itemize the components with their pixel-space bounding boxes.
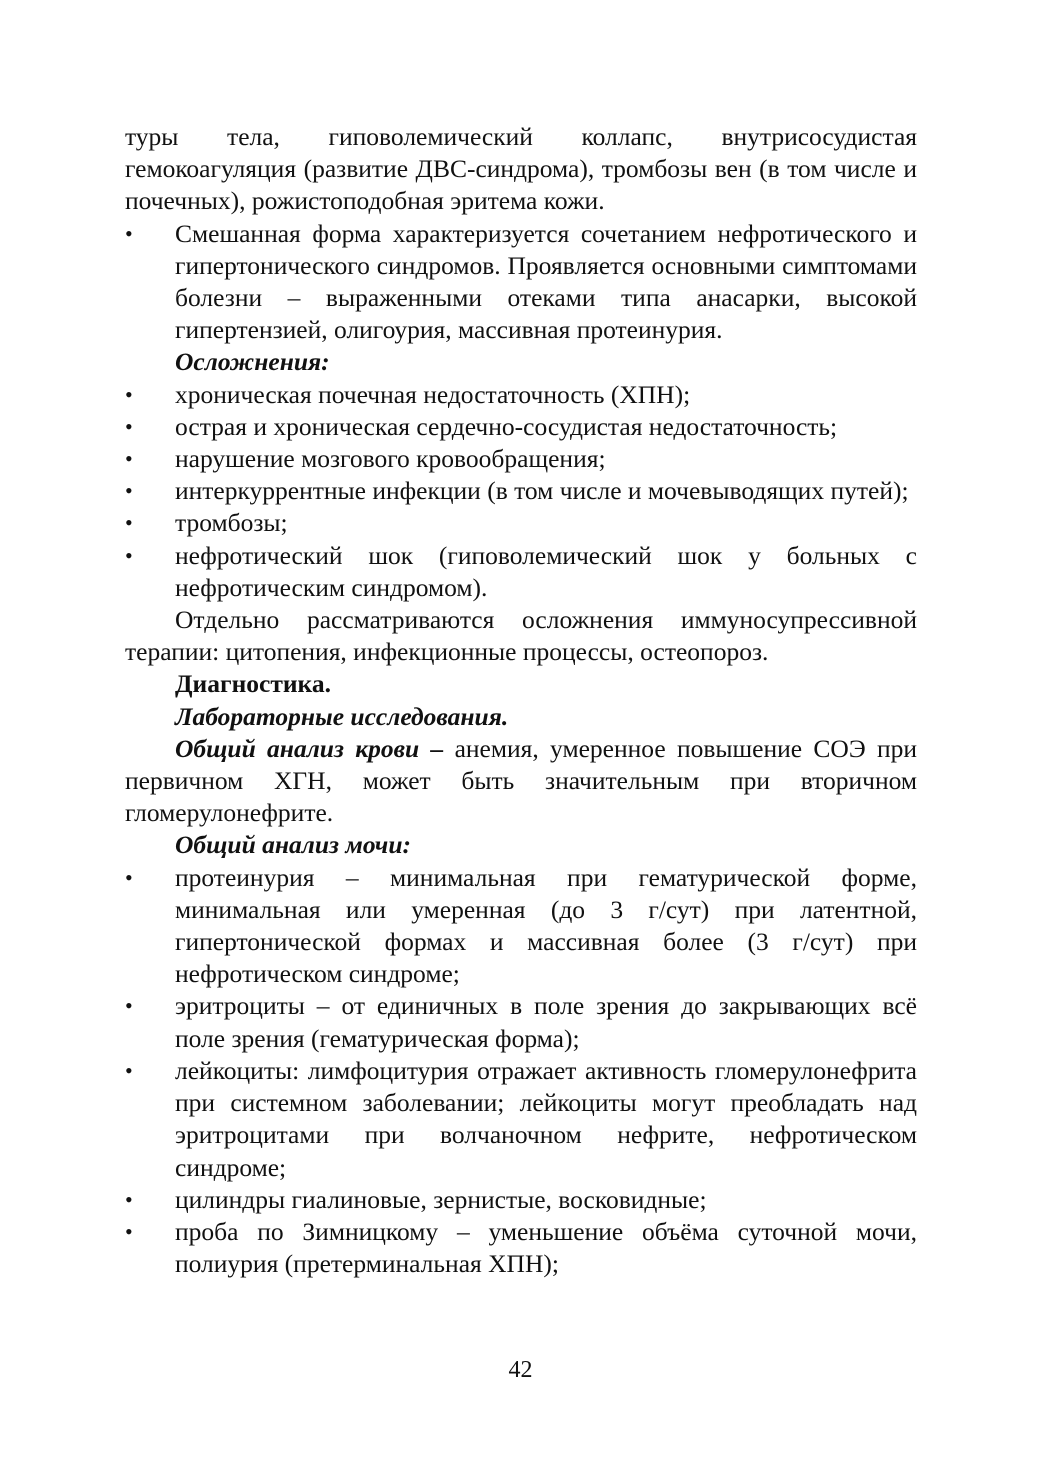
- bullet-icon: •: [125, 381, 133, 407]
- list-item-text: Смешанная форма характеризуется сочетанием нефротического и гипертонического синдромов. Проявляется основными симптомами болезни – выраженными отеками типа анасарки, высокой гипертензией, олигоурия, массивная протеинурия.: [175, 218, 917, 345]
- list-item: [125, 1216, 917, 1280]
- bullet-icon: •: [125, 1057, 133, 1083]
- bullet-icon: •: [125, 1186, 133, 1212]
- list-item-text: проба по Зимницкому – уменьшение объёма суточной мочи, полиурия (претерминальная ХПН);: [175, 1216, 917, 1279]
- list-item: [125, 1055, 917, 1184]
- list-item: [125, 1184, 917, 1216]
- therapy-complications-paragraph: Отдельно рассматриваются осложнения иммуносупрессивной терапии: цитопения, инфекционные процессы, остеопороз.: [125, 605, 917, 667]
- urine-test-heading: Общий анализ мочи:: [175, 830, 411, 860]
- list-item: [125, 862, 917, 991]
- document-page: [125, 121, 917, 1280]
- list-item-text: острая и хроническая сердечно-сосудистая недостаточность;: [175, 411, 838, 441]
- lab-tests-heading: Лабораторные исследования.: [175, 701, 509, 731]
- list-item: [125, 411, 917, 443]
- urine-test-list: [125, 862, 917, 1281]
- mixed-form-list: [125, 218, 917, 347]
- list-item-text: эритроциты – от единичных в поле зрения до закрывающих всё поле зрения (гематурическая форма);: [175, 991, 917, 1053]
- bullet-icon: •: [125, 446, 133, 472]
- list-item-text: нефротический шок (гиповолемический шок у больных с нефротическим синдромом).: [175, 540, 917, 602]
- bullet-icon: •: [125, 220, 133, 246]
- blood-test-paragraph: [125, 733, 917, 830]
- list-item-text: интеркуррентные инфекции (в том числе и мочевыводящих путей);: [175, 476, 909, 506]
- list-item: [125, 443, 917, 475]
- blood-test-lead: Общий анализ крови –: [175, 733, 444, 763]
- bullet-icon: •: [125, 413, 133, 439]
- list-item-text: хроническая почечная недостаточность (ХПН);: [175, 379, 691, 409]
- bullet-icon: •: [125, 864, 133, 890]
- complications-list: [125, 379, 917, 604]
- list-item: [125, 475, 917, 507]
- intro-paragraph: туры тела, гиповолемический коллапс, внутрисосудистая гемокоагуляция (развитие ДВС-синдрома), тромбозы вен (в том числе и почечных), рожистоподобная эритема кожи.: [125, 122, 917, 216]
- page-number: 42: [508, 1357, 533, 1383]
- list-item-text: лейкоциты: лимфоцитурия отражает активность гломерулонефрита при системном заболевании; лейкоциты могут преобладать над эритроцитами при волчаночном нефрите, нефротическом синдроме;: [175, 1055, 917, 1182]
- list-item: [125, 507, 917, 539]
- complications-heading: Осложнения:: [175, 347, 330, 377]
- list-item-text: цилиндры гиалиновые, зернистые, восковидные;: [175, 1184, 707, 1214]
- bullet-icon: •: [125, 1218, 133, 1244]
- bullet-icon: •: [125, 510, 133, 536]
- diagnostics-heading: Диагностика.: [175, 669, 331, 699]
- list-item: [125, 540, 917, 604]
- list-item-text: нарушение мозгового кровообращения;: [175, 444, 606, 474]
- bullet-icon: •: [125, 542, 133, 568]
- list-item-text: протеинурия – минимальная при гематурической форме, минимальная или умеренная (до 3 г/сут) при латентной, гипертонической формах и массивная более (3 г/сут) при нефротическом синдроме;: [175, 862, 917, 989]
- list-item: [125, 379, 917, 411]
- bullet-icon: •: [125, 993, 133, 1019]
- blood-test-text: анемия, умеренное повышение СОЭ при первичном ХГН, может быть значительным при вторичном гломерулонефрите.: [125, 733, 917, 828]
- list-item: [125, 990, 917, 1054]
- list-item: [125, 218, 917, 347]
- bullet-icon: •: [125, 478, 133, 504]
- list-item-text: тромбозы;: [175, 508, 288, 538]
